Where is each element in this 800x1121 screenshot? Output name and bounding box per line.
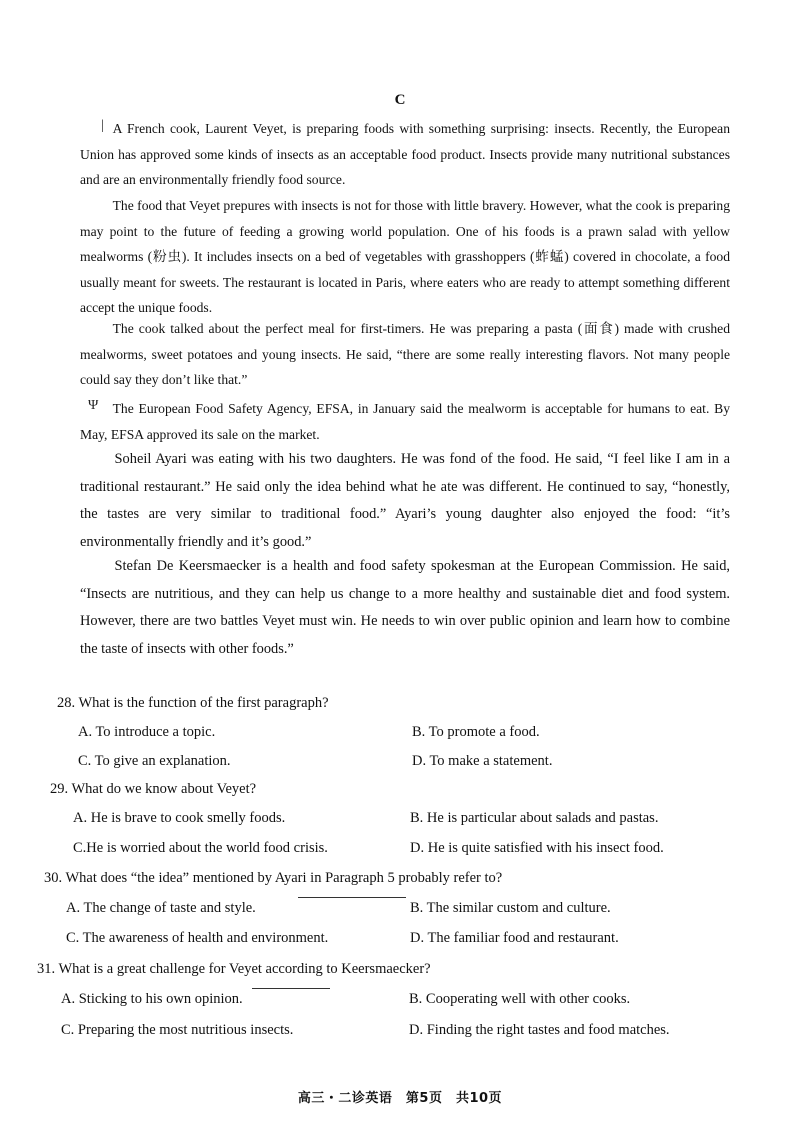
q31-option-a[interactable]: A. Sticking to his own opinion.	[61, 991, 243, 1007]
paragraph-2: The food that Veyet prepures with insects is not for those with little bravery. However, what the cook is preparing may point to the future of feeding a growing world population. One of his foods is a prawn salad with yellow mealworms (粉虫). It includes insects on a bed of vegetables with grasshoppers (蚱蜢) covered in chocolate, a food usually meant for sweets. The restaurant is located in Paris, where eaters who are ready to attempt something different accept the unique foods.	[80, 198, 730, 315]
q30-option-b[interactable]: B. The similar custom and culture.	[410, 900, 611, 916]
q28-option-b[interactable]: B. To promote a food.	[412, 724, 540, 740]
question-29-stem: 29. What do we know about Veyet?	[50, 781, 257, 797]
question-31-stem: 31. What is a great challenge for Veyet according to Keersmaecker?	[37, 961, 431, 977]
q28-option-d[interactable]: D. To make a statement.	[412, 753, 553, 769]
handwritten-mark: |	[101, 118, 104, 133]
q29-option-d[interactable]: D. He is quite satisfied with his insect food.	[410, 840, 664, 856]
q28-option-c[interactable]: C. To give an explanation.	[78, 753, 231, 769]
q30-option-d[interactable]: D. The familiar food and restaurant.	[410, 930, 619, 946]
q31-option-d[interactable]: D. Finding the right tastes and food matches.	[409, 1022, 670, 1038]
paragraph-6: Stefan De Keersmaecker is a health and food safety spokesman at the European Commission. He said, “Insects are nutritious, and they can help us change to a more healthy and sustainable diet and food system. However, there are two battles Veyet must win. He needs to win over public opinion and learn how to combine the taste of insects with other foods.”	[80, 558, 730, 657]
pen-underline-mark	[298, 897, 406, 898]
q29-option-b[interactable]: B. He is particular about salads and pastas.	[410, 810, 659, 826]
question-28-stem: 28. What is the function of the first paragraph?	[57, 695, 329, 711]
q30-option-c[interactable]: C. The awareness of health and environment.	[66, 930, 329, 946]
paragraph-5: Soheil Ayari was eating with his two daughters. He was fond of the food. He said, “I feel like I am in a traditional restaurant.” He said only the idea behind what he ate was different. He continued to say, “honestly, the tastes are very similar to traditional food.” Ayari’s young daughter also enjoyed the food: “it’s environmentally friendly and it’s good.”	[80, 451, 730, 550]
q31-option-b[interactable]: B. Cooperating well with other cooks.	[409, 991, 631, 1007]
q29-option-a[interactable]: A. He is brave to cook smelly foods.	[73, 810, 286, 826]
handwritten-mark: Ψ	[88, 398, 99, 413]
paragraph-3: The cook talked about the perfect meal for first-timers. He was preparing a pasta (面食) made with crushed mealworms, sweet potatoes and young insects. He said, “there are some really interesting flavors. Not many people could say they don’t like that.”	[80, 321, 730, 387]
q30-option-a[interactable]: A. The change of taste and style.	[66, 900, 256, 916]
page-footer: 高三・二诊英语 第5页 共10页	[297, 1091, 503, 1106]
question-30-stem: 30. What does “the idea” mentioned by Ayari in Paragraph 5 probably refer to?	[44, 870, 503, 886]
paragraph-1: A French cook, Laurent Veyet, is preparing foods with something surprising: insects. Recently, the European Union has approved some kinds of insects as an acceptable food product. Insects provide many nutritional substances and are an environmentally friendly food source.	[80, 121, 730, 187]
pen-underline-mark	[252, 988, 330, 989]
section-heading: C	[394, 92, 406, 108]
q29-option-c[interactable]: C.He is worried about the world food crisis.	[73, 840, 328, 856]
paragraph-4: The European Food Safety Agency, EFSA, in January said the mealworm is acceptable for humans to eat. By May, EFSA approved its sale on the market.	[80, 401, 730, 442]
q31-option-c[interactable]: C. Preparing the most nutritious insects.	[61, 1022, 294, 1038]
q28-option-a[interactable]: A. To introduce a topic.	[78, 724, 216, 740]
